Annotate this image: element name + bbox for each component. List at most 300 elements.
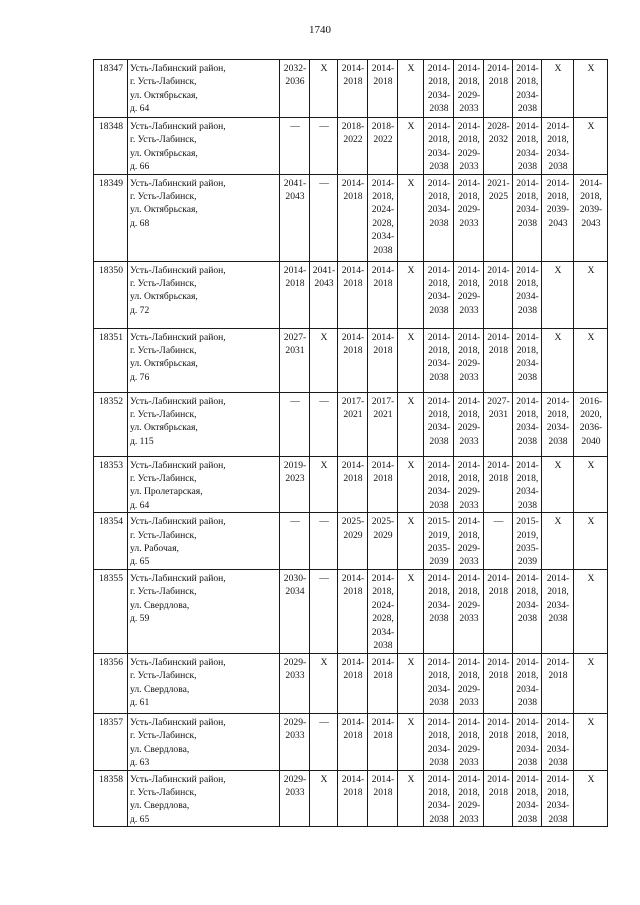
- year-cell: [574, 513, 608, 570]
- year-line: —: [493, 516, 504, 528]
- year-line: 2014-: [516, 716, 539, 728]
- year-line: 2034-: [546, 147, 570, 159]
- year-line: Х: [554, 63, 562, 74]
- year-line: 2018,: [458, 473, 480, 485]
- address-line: д. 64: [130, 499, 150, 511]
- year-line: Х: [587, 121, 595, 132]
- year-line: 2034-: [427, 486, 451, 498]
- schedule-table: [93, 59, 608, 827]
- year-line: 2035-: [516, 543, 539, 555]
- year-line: 2018: [488, 730, 509, 742]
- year-line: 2018,: [458, 191, 480, 203]
- address-line: ул. Свердлова,: [130, 683, 190, 695]
- year-line: 2029: [373, 529, 393, 541]
- year-cell: [338, 261, 368, 328]
- year-line: 2014-: [487, 572, 510, 584]
- year-line: 2025-: [341, 516, 365, 528]
- year-line: 2014-: [427, 716, 451, 728]
- year-cell: [454, 174, 484, 261]
- year-line: 2014-: [516, 395, 539, 407]
- year-cell: [368, 513, 398, 570]
- year-cell: [338, 569, 368, 653]
- year-cell: [280, 60, 310, 118]
- year-line: 2014-: [371, 572, 395, 584]
- year-cell: [368, 713, 398, 770]
- year-line: 2018,: [428, 786, 450, 798]
- year-line: 2039: [517, 556, 538, 568]
- year-line: 2034-: [516, 422, 539, 434]
- year-cell: [368, 261, 398, 328]
- year-line: 2029-: [457, 291, 481, 303]
- year-cell: [542, 118, 574, 175]
- year-line: Х: [587, 572, 595, 584]
- year-line: Х: [587, 716, 595, 728]
- year-line: 2032: [488, 134, 509, 146]
- year-line: 2038: [429, 304, 449, 316]
- year-line: 2014-: [457, 121, 481, 132]
- year-line: 2018: [373, 670, 393, 682]
- year-cell: [338, 328, 368, 392]
- year-cell: [338, 653, 368, 713]
- year-line: 2038: [429, 217, 449, 229]
- year-line: 2014-: [546, 177, 570, 189]
- address-cell: [128, 653, 280, 713]
- year-cell: [338, 118, 368, 175]
- year-line: 2038: [373, 639, 393, 651]
- year-cell: [454, 118, 484, 175]
- year-line: 2018: [343, 586, 363, 598]
- year-line: Х: [587, 516, 595, 528]
- year-line: 2034-: [427, 422, 451, 434]
- address-line: ул. Свердлова,: [130, 800, 190, 812]
- year-cell: [542, 713, 574, 770]
- table-row: [94, 713, 608, 770]
- year-line: 2014-: [427, 331, 451, 343]
- year-line: 2024-: [371, 204, 395, 216]
- year-line: 2014-: [457, 177, 481, 189]
- address-line: ул. Октябрьская,: [130, 89, 198, 101]
- year-line: 2014-: [371, 264, 395, 276]
- year-cell: [542, 456, 574, 513]
- year-line: 2018: [343, 76, 363, 88]
- year-line: 2014-: [457, 63, 481, 74]
- year-line: 2038: [548, 757, 568, 769]
- year-line: 2014-: [546, 395, 570, 407]
- year-cell: [542, 328, 574, 392]
- year-line: 2025-: [371, 516, 395, 528]
- table-row: [94, 118, 608, 175]
- year-line: 2034-: [516, 743, 539, 755]
- year-cell: [484, 569, 513, 653]
- year-line: 2018,: [516, 473, 539, 485]
- year-line: 2014-: [546, 716, 570, 728]
- address-line: ул. Октябрьская,: [130, 204, 198, 216]
- year-line: 2018,: [516, 278, 539, 290]
- year-line: 2018,: [428, 76, 450, 88]
- year-line: 2018: [285, 278, 305, 290]
- year-line: 2029-: [457, 147, 481, 159]
- row-number: 18350: [94, 261, 128, 328]
- year-line: Х: [587, 331, 595, 343]
- year-line: Х: [407, 331, 415, 343]
- year-line: 2014-: [516, 264, 539, 276]
- address-cell: [128, 174, 280, 261]
- year-line: 2014-: [487, 773, 510, 785]
- year-line: 2014-: [371, 773, 395, 785]
- year-line: 2017-: [371, 395, 395, 407]
- year-line: 2038: [548, 613, 568, 625]
- address-line: Усть-Лабинский район,: [130, 121, 226, 132]
- year-line: 2014-: [341, 716, 365, 728]
- year-line: 2014-: [341, 63, 365, 74]
- year-line: 2014-: [371, 331, 395, 343]
- address-line: д. 63: [130, 757, 150, 769]
- address-line: ул. Октябрьская,: [130, 422, 198, 434]
- year-line: 2021: [373, 409, 393, 421]
- address-line: Усть-Лабинский район,: [130, 63, 226, 74]
- year-cell: [574, 653, 608, 713]
- year-cell: [542, 261, 574, 328]
- year-line: 2029-: [457, 743, 481, 755]
- year-cell: [484, 392, 513, 456]
- address-cell: [128, 60, 280, 118]
- year-cell: [280, 513, 310, 570]
- year-line: Х: [407, 264, 415, 276]
- year-line: 2018: [343, 278, 363, 290]
- address-cell: [128, 770, 280, 827]
- year-line: 2038: [373, 244, 393, 256]
- year-line: 2018: [488, 786, 509, 798]
- year-line: 2017-: [341, 395, 365, 407]
- year-cell: [398, 770, 424, 827]
- year-line: 2014-: [516, 572, 539, 584]
- year-line: 2029-: [457, 422, 481, 434]
- address-line: ул. Октябрьская,: [130, 291, 198, 303]
- year-cell: [280, 569, 310, 653]
- year-line: 2029-: [283, 656, 307, 668]
- year-cell: [574, 60, 608, 118]
- year-line: 2018,: [458, 278, 480, 290]
- year-cell: [574, 456, 608, 513]
- year-cell: [484, 118, 513, 175]
- year-cell: [398, 456, 424, 513]
- year-line: Х: [587, 264, 595, 276]
- year-line: 2034-: [516, 683, 539, 695]
- year-line: Х: [320, 63, 328, 74]
- year-line: 2018: [488, 670, 509, 682]
- year-cell: [574, 569, 608, 653]
- year-line: 2014-: [457, 773, 481, 785]
- table-row: [94, 392, 608, 456]
- year-line: 2033: [459, 435, 479, 447]
- year-line: 2014-: [457, 572, 481, 584]
- year-line: 2014-: [371, 63, 395, 74]
- year-line: 2014-: [546, 572, 570, 584]
- year-line: 2014-: [516, 63, 539, 74]
- year-line: 2019-: [283, 459, 307, 471]
- year-cell: [280, 456, 310, 513]
- year-cell: [310, 174, 338, 261]
- year-line: 2014-: [457, 459, 481, 471]
- year-line: 2033: [459, 613, 479, 625]
- row-number: 18355: [94, 569, 128, 653]
- address-line: ул. Рабочая,: [130, 543, 179, 555]
- year-cell: [398, 513, 424, 570]
- year-line: 2018,: [516, 134, 539, 146]
- year-line: 2034-: [427, 599, 451, 611]
- year-cell: [574, 174, 608, 261]
- year-line: 2034-: [516, 486, 539, 498]
- year-line: Х: [587, 459, 595, 471]
- year-line: 2034-: [546, 743, 570, 755]
- address-line: Усть-Лабинский район,: [130, 331, 226, 343]
- year-line: 2036-: [579, 422, 603, 434]
- year-line: 2034-: [427, 89, 451, 101]
- address-cell: [128, 392, 280, 456]
- year-line: 2033: [285, 670, 305, 682]
- year-line: 2029-: [457, 204, 481, 216]
- year-line: 2034-: [427, 147, 451, 159]
- table-row: [94, 513, 608, 570]
- address-line: г. Усть-Лабинск,: [130, 134, 197, 146]
- row-number: 18352: [94, 392, 128, 456]
- year-cell: [513, 60, 542, 118]
- address-line: ул. Свердлова,: [130, 743, 190, 755]
- address-line: г. Усть-Лабинск,: [130, 586, 197, 598]
- year-line: 2018,: [458, 345, 480, 357]
- year-line: 2018,: [428, 134, 450, 146]
- address-cell: [128, 118, 280, 175]
- year-line: 2014-: [546, 121, 570, 132]
- year-line: 2027-: [283, 331, 307, 343]
- year-cell: [454, 653, 484, 713]
- row-number: 18353: [94, 456, 128, 513]
- year-cell: [454, 713, 484, 770]
- year-line: 2014-: [457, 331, 481, 343]
- year-line: 2033: [459, 103, 479, 115]
- year-line: 2018,: [372, 191, 394, 203]
- year-cell: [424, 513, 454, 570]
- year-line: Х: [587, 773, 595, 785]
- year-line: 2034-: [427, 204, 451, 216]
- year-line: 2018,: [458, 586, 480, 598]
- year-line: 2034-: [546, 422, 570, 434]
- year-line: 2014-: [371, 177, 395, 189]
- year-line: 2014-: [487, 63, 510, 74]
- year-line: 2022: [373, 134, 393, 146]
- row-number: 18347: [94, 60, 128, 118]
- address-line: ул. Свердлова,: [130, 599, 190, 611]
- year-cell: [338, 60, 368, 118]
- row-number: 18349: [94, 174, 128, 261]
- address-line: Усть-Лабинский район,: [130, 516, 226, 528]
- year-cell: [368, 60, 398, 118]
- year-line: 2038: [517, 757, 538, 769]
- year-line: Х: [407, 656, 415, 668]
- address-line: д. 65: [130, 813, 150, 825]
- year-line: 2014-: [457, 264, 481, 276]
- year-line: 2034-: [427, 800, 451, 812]
- year-line: 2018,: [547, 786, 569, 798]
- year-line: 2033: [459, 217, 479, 229]
- year-line: 2033: [459, 161, 479, 173]
- year-cell: [310, 261, 338, 328]
- year-line: 2014-: [516, 177, 539, 189]
- year-line: 2014-: [427, 459, 451, 471]
- year-line: 2018,: [516, 191, 539, 203]
- year-line: 2038: [517, 613, 538, 625]
- year-line: 2014-: [487, 264, 510, 276]
- year-line: 2016-: [579, 395, 603, 407]
- table-row: [94, 569, 608, 653]
- year-line: 2018,: [547, 191, 569, 203]
- year-line: 2018,: [547, 730, 569, 742]
- year-line: 2014-: [427, 264, 451, 276]
- year-line: 2034-: [427, 683, 451, 695]
- year-line: 2014-: [371, 716, 395, 728]
- year-line: 2018,: [428, 670, 450, 682]
- year-line: 2015-: [516, 516, 539, 528]
- year-line: —: [319, 716, 329, 728]
- table-row: [94, 328, 608, 392]
- year-line: 2014-: [516, 773, 539, 785]
- year-line: 2040: [581, 435, 601, 447]
- year-line: 2014-: [283, 264, 307, 276]
- year-line: 2014-: [487, 459, 510, 471]
- year-cell: [368, 569, 398, 653]
- year-line: 2018,: [458, 529, 480, 541]
- year-line: Х: [554, 264, 562, 276]
- year-line: Х: [407, 177, 415, 189]
- table-row: [94, 653, 608, 713]
- address-line: д. 76: [130, 371, 150, 383]
- year-line: 2018,: [428, 409, 450, 421]
- year-cell: [424, 328, 454, 392]
- year-cell: [542, 770, 574, 827]
- year-line: 2014-: [427, 395, 451, 407]
- year-line: 2018,: [428, 278, 450, 290]
- address-line: г. Усть-Лабинск,: [130, 670, 197, 682]
- year-line: 2018: [548, 670, 568, 682]
- year-line: 2041-: [312, 264, 336, 276]
- year-line: 2033: [459, 697, 479, 709]
- year-line: Х: [320, 656, 328, 668]
- year-line: 2036: [285, 76, 305, 88]
- year-cell: [424, 392, 454, 456]
- year-cell: [454, 513, 484, 570]
- year-cell: [484, 770, 513, 827]
- year-line: 2034-: [427, 358, 451, 370]
- year-line: 2038: [429, 499, 449, 511]
- address-line: г. Усть-Лабинск,: [130, 278, 197, 290]
- year-line: Х: [320, 331, 328, 343]
- row-number: 18351: [94, 328, 128, 392]
- year-line: 2033: [459, 556, 479, 568]
- year-line: 2018: [488, 76, 509, 88]
- year-cell: [424, 261, 454, 328]
- year-cell: [513, 392, 542, 456]
- year-line: 2041-: [283, 177, 307, 189]
- year-line: 2018,: [580, 191, 602, 203]
- year-line: 2038: [548, 161, 568, 173]
- year-line: 2018: [488, 345, 509, 357]
- year-line: Х: [320, 459, 328, 471]
- year-line: 2014-: [457, 716, 481, 728]
- year-cell: [513, 713, 542, 770]
- year-line: 2014-: [427, 572, 451, 584]
- year-line: 2038: [517, 435, 538, 447]
- address-line: д. 66: [130, 161, 150, 173]
- year-line: Х: [554, 459, 562, 471]
- year-cell: [513, 513, 542, 570]
- year-line: 2018: [373, 278, 393, 290]
- year-line: 2038: [517, 304, 538, 316]
- year-line: 2014-: [341, 264, 365, 276]
- year-line: 2018,: [372, 586, 394, 598]
- year-line: 2014-: [546, 773, 570, 785]
- year-line: —: [319, 572, 329, 584]
- address-line: Усть-Лабинский район,: [130, 572, 226, 584]
- year-line: 2015-: [427, 516, 451, 528]
- address-line: г. Усть-Лабинск,: [130, 76, 197, 88]
- year-cell: [542, 653, 574, 713]
- year-line: 2018: [343, 191, 363, 203]
- year-line: —: [319, 121, 329, 132]
- year-line: 2033: [459, 304, 479, 316]
- row-number: 18358: [94, 770, 128, 827]
- year-line: 2018,: [428, 586, 450, 598]
- address-line: ул. Пролетарская,: [130, 486, 203, 498]
- year-line: 2018: [343, 345, 363, 357]
- row-number: 18356: [94, 653, 128, 713]
- year-line: —: [319, 177, 329, 189]
- year-cell: [484, 513, 513, 570]
- year-cell: [454, 261, 484, 328]
- year-line: 2033: [285, 730, 305, 742]
- year-cell: [454, 569, 484, 653]
- year-line: 2018: [373, 345, 393, 357]
- year-cell: [424, 118, 454, 175]
- year-line: 2014-: [427, 177, 451, 189]
- year-line: 2014-: [516, 656, 539, 668]
- year-cell: [310, 713, 338, 770]
- year-line: 2018-: [371, 121, 395, 132]
- year-cell: [398, 328, 424, 392]
- year-cell: [398, 261, 424, 328]
- address-line: д. 61: [130, 697, 150, 709]
- year-cell: [513, 569, 542, 653]
- year-cell: [484, 60, 513, 118]
- year-cell: [574, 392, 608, 456]
- year-line: 2018: [343, 670, 363, 682]
- year-cell: [574, 118, 608, 175]
- year-line: 2018,: [516, 76, 539, 88]
- year-line: 2014-: [341, 177, 365, 189]
- year-line: 2029-: [457, 800, 481, 812]
- year-line: 2018,: [516, 786, 539, 798]
- year-line: 2038: [517, 161, 538, 173]
- year-line: 2021-: [487, 177, 510, 189]
- year-line: 2014-: [457, 656, 481, 668]
- address-line: Усть-Лабинский район,: [130, 395, 226, 407]
- address-line: Усть-Лабинский район,: [130, 716, 226, 728]
- year-line: 2018,: [428, 730, 450, 742]
- year-cell: [542, 60, 574, 118]
- year-line: 2039: [429, 556, 449, 568]
- year-line: 2018,: [547, 586, 569, 598]
- year-cell: [280, 770, 310, 827]
- year-line: 2024-: [371, 599, 395, 611]
